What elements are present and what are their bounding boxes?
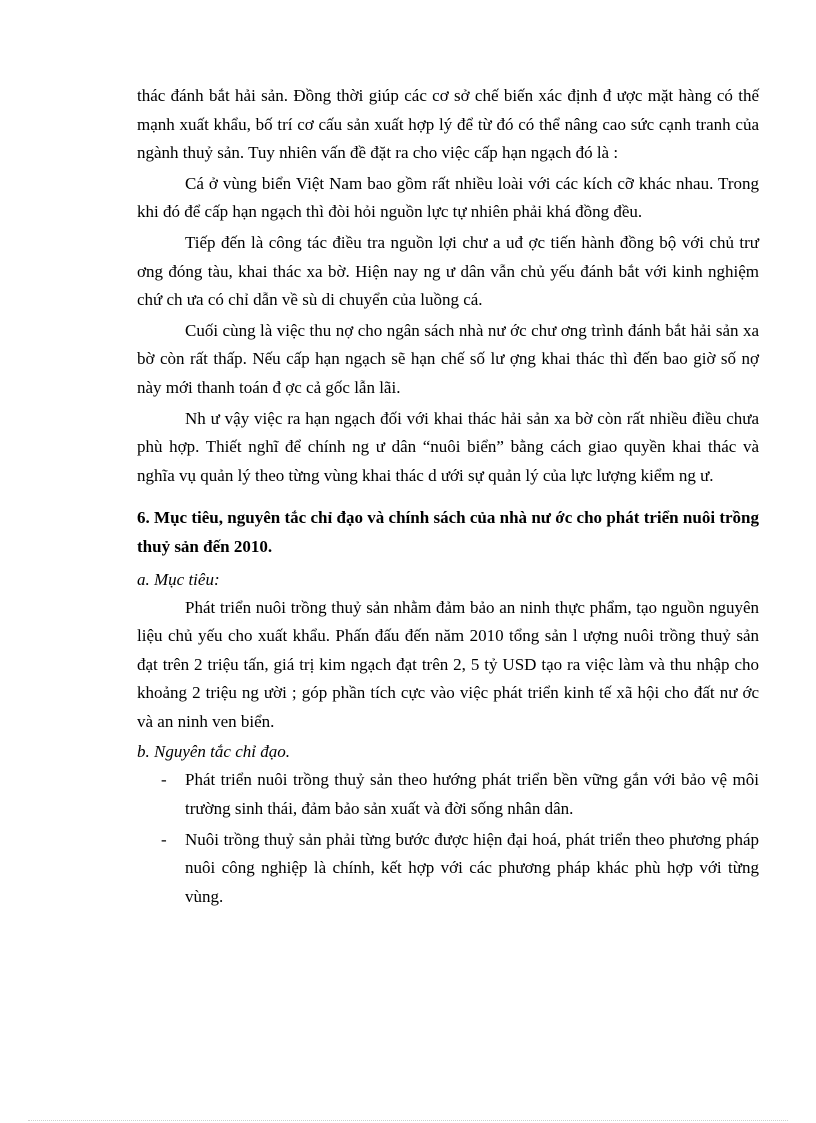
page-bottom-divider xyxy=(28,1120,788,1121)
paragraph-continuation: thác đánh bắt hải sản. Đồng thời giúp các cơ sở chế biến xác định đ ược mặt hàng có thế mạnh xuất khẩu, bố trí cơ cấu sản xuất hợp lý để từ đó có thể nâng cao sức cạnh tranh của ngành thuỷ sản. Tuy nhiên vấn đề đặt ra cho việc cấp hạn ngạch đó là : xyxy=(137,86,759,163)
subheading-objectives: a. Mục tiêu: xyxy=(137,569,220,589)
paragraph-debt-collection: Cuối cùng là việc thu nợ cho ngân sách nhà nư ớc chư ơng trình đánh bắt hải sản xa bờ còn rất thấp. Nếu cấp hạn ngạch sẽ hạn chế số lư ợng khai thác thì đến bao giờ số nợ này mới thanh toán đ ợc cả gốc lẫn lãi. xyxy=(137,320,759,397)
bullet-marker: - xyxy=(161,770,167,790)
paragraph-resource-survey: Tiếp đến là công tác điều tra nguồn lợi chư a uđ ợc tiến hành đồng bộ với chủ trư ơng đóng tàu, khai thác xa bờ. Hiện nay ng ư dân vẫn chủ yếu đánh bắt với kinh nghiệm chứ ch ưa có chỉ dẫn về sù di chuyển của luồng cá. xyxy=(137,232,759,310)
subheading-principles: b. Nguyên tắc chỉ đạo. xyxy=(137,742,290,762)
bullet-marker: - xyxy=(161,829,167,849)
paragraph-fish-variety: Cá ở vùng biển Việt Nam bao gồm rất nhiều loài với các kích cỡ khác nhau. Trong khi đó để cấp hạn ngạch thì đòi hỏi nguồn lực tự nhiên phải khá đồng đều. xyxy=(137,173,759,222)
list-item-text: Phát triển nuôi trồng thuỷ sản theo hướng phát triển bền vững gắn với bảo vệ môi trường sinh thái, đảm bảo sản xuất và đời sống nhân dân. xyxy=(185,770,759,819)
list-item xyxy=(137,826,759,912)
section-heading: 6. Mục tiêu, nguyên tắc chỉ đạo và chính sách của nhà nư ớc cho phát triển nuôi trồng thuỷ sản đến 2010. xyxy=(137,508,759,556)
paragraph-conclusion: Nh ư vậy việc ra hạn ngạch đối với khai thác hải sản xa bờ còn rất nhiều điều chưa phù hợp. Thiết nghĩ để chính ng ư dân “nuôi biển” bằng cách giao quyền khai thác và nghĩa vụ quản lý theo từng vùng khai thác d ưới sự quản lý của lực lượng kiểm ng ư. xyxy=(137,408,759,485)
paragraph-objectives: Phát triển nuôi trồng thuỷ sản nhằm đảm bảo an ninh thực phẩm, tạo nguồn nguyên liệu chủ yếu cho xuất khẩu. Phấn đấu đến năm 2010 tổng sản l ượng nuôi trồng thuỷ sản đạt trên 2 triệu tấn, giá trị kim ngạch đạt trên 2, 5 tỷ USD tạo ra việc làm và thu nhập cho khoảng 2 triệu ng ười ; góp phần tích cực vào việc phát triển kinh tế xã hội cho đất nư ớc và an ninh ven biển. xyxy=(137,597,759,731)
list-item xyxy=(137,766,759,823)
list-item-text: Nuôi trồng thuỷ sản phải từng bước được hiện đại hoá, phát triển theo phương pháp nuôi công nghiệp là chính, kết hợp với các phương pháp khác phù hợp với từng vùng. xyxy=(185,829,759,906)
principles-list xyxy=(137,766,759,911)
document-body xyxy=(137,82,759,913)
